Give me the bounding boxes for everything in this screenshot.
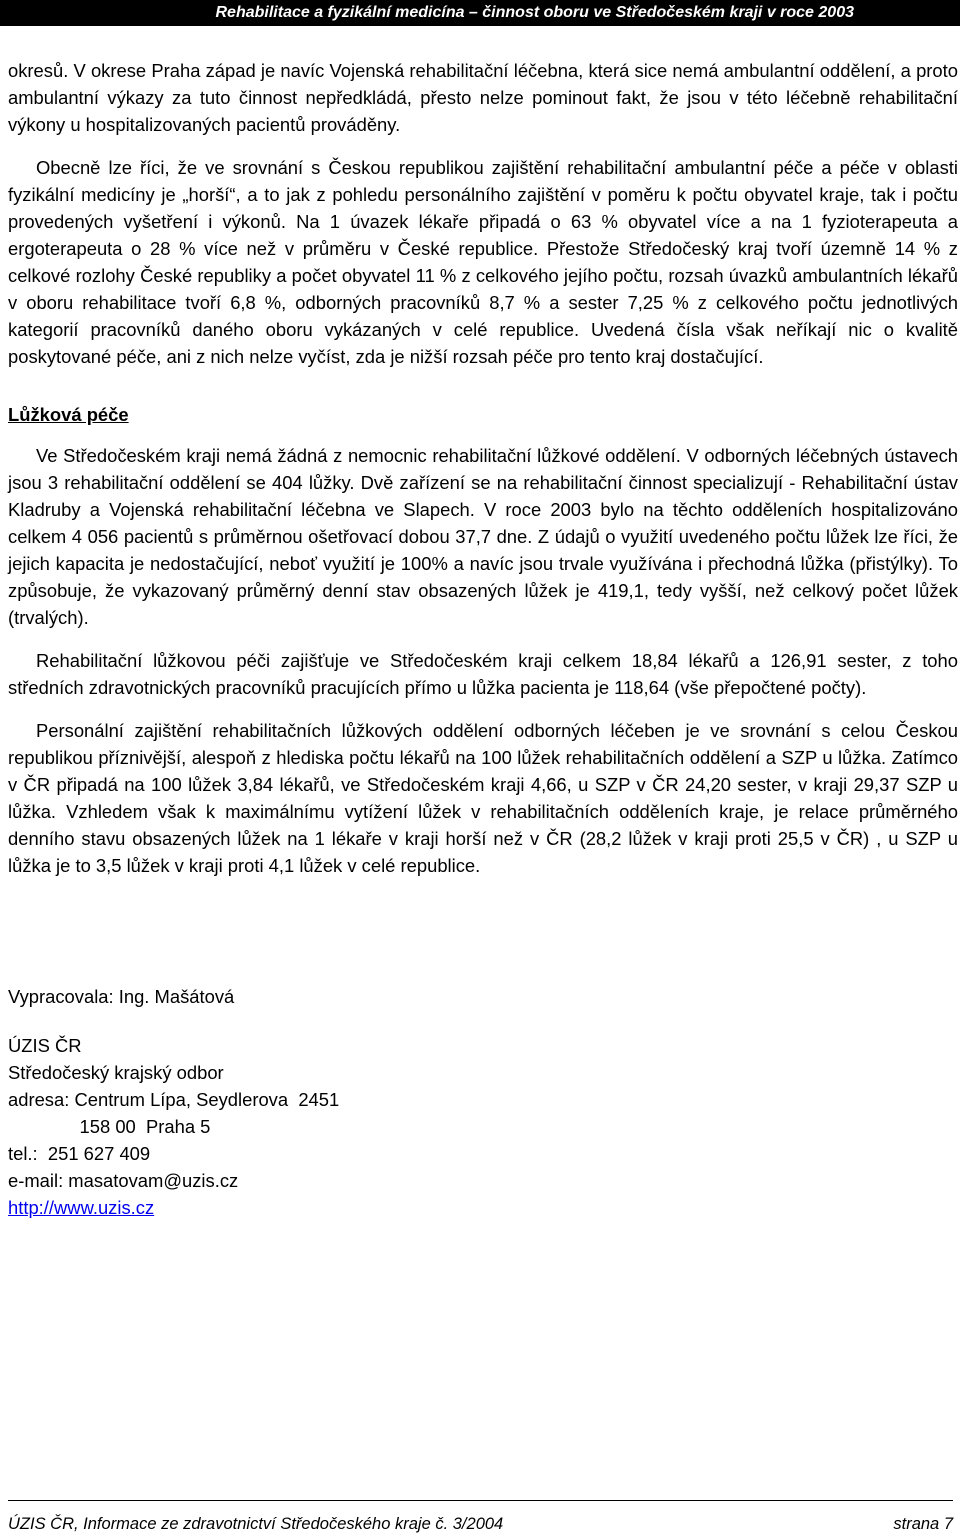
contact-address-line1: adresa: Centrum Lípa, Seydlerova 2451 xyxy=(8,1089,340,1110)
footer-page-number: strana 7 xyxy=(893,1515,953,1533)
website-link[interactable]: http://www.uzis.cz xyxy=(8,1197,155,1218)
paragraph-3: Ve Středočeském kraji nemá žádná z nemocnic rehabilitační lůžkové oddělení. V odborných léčebných ústavech jsou 3 rehabilitační oddělení se 404 lůžky. Dvě zařízení se na rehabilitační činnost specializují - Rehabilitační ústav Kladruby a Vojenská rehabilitační léčebna ve Slapech. V roce 2003 bylo na těchto odděleních hospitalizováno celkem 4 056 pacientů s průměrnou ošetřovací dobou 37,7 dne. Z údajů o využití uvedeného počtu lůžek lze říci, že jejich kapacita je nedostačující, neboť využití je 100% a navíc jsou trvale využívána i přechodná lůžka (přistýlky). To způsobuje, že vykazovaný průměrný denní stav obsazených lůžek je 419,1, tedy vyšší, než celkový počet lůžek (trvalých). xyxy=(8,445,958,628)
contact-phone: tel.: 251 627 409 xyxy=(8,1143,151,1164)
page-header xyxy=(0,0,960,26)
document-body xyxy=(8,57,958,1221)
paragraph-4: Rehabilitační lůžkovou péči zajišťuje ve Středočeském kraji celkem 18,84 lékařů a 126,91 sester, z toho středních zdravotnických pracovníků pracujících přímo u lůžka pacienta je 118,64 (vše přepočtené počty). xyxy=(8,650,958,698)
footer-publication: ÚZIS ČR, Informace ze zdravotnictví Středočeského kraje č. 3/2004 xyxy=(8,1515,504,1533)
section-heading-bed-care: Lůžková péče xyxy=(8,404,129,425)
header-title: Rehabilitace a fyzikální medicína – činnost oboru ve Středočeském kraji v roce 2003 xyxy=(215,4,854,21)
prepared-by: Vypracovala: Ing. Mašátová xyxy=(8,986,235,1007)
paragraph-2: Obecně lze říci, že ve srovnání s Českou republikou zajištění rehabilitační ambulantní péče a péče v oblasti fyzikální medicíny je „horší“, a to jak z pohledu personálního zajištění v poměru k počtu obyvatel kraje, tak i počtu provedených vyšetření i výkonů. Na 1 úvazek lékaře připadá o 63 % obyvatel více a na 1 fyzioterapeuta a ergoterapeuta o 28 % více než v průměru v České republice. Přestože Středočeský kraj tvoří územně 14 % z celkové rozlohy České republiky a počet obyvatel 11 % z celkového jejího počtu, rozsah úvazků ambulantních lékařů v oboru rehabilitace tvoří 6,8 %, odborných pracovníků 8,7 % a sester 7,25 % z celkového počtu jednotlivých kategorií pracovníků daného oboru vykázaných v celé republice. Uvedená čísla však neříkají nic o kvalitě poskytované péče, ani z nich nelze vyčíst, zda je nižší rozsah péče pro tento kraj dostačující. xyxy=(8,157,958,367)
contact-dept: Středočeský krajský odbor xyxy=(8,1062,224,1083)
page-footer xyxy=(8,1500,953,1534)
contact-org: ÚZIS ČR xyxy=(8,1035,82,1056)
contact-block xyxy=(8,983,958,1221)
paragraph-5: Personální zajištění rehabilitačních lůžkových oddělení odborných léčeben je ve srovnání s celou Českou republikou příznivější, alespoň z hlediska počtu lékařů na 100 lůžek rehabilitačních oddělení a SZP u lůžka. Zatímco v ČR připadá na 100 lůžek 3,84 lékařů, ve Středočeském kraji 4,66, u SZP v ČR 24,20 sester, v kraji 29,37 SZP u lůžka. Vzhledem však k maximálnímu vytížení lůžek v rehabilitačních odděleních kraje, je relace průměrného denního stavu obsazených lůžek na 1 lékaře v kraji horší než v ČR (28,2 lůžek v kraji proti 25,5 v ČR) , u SZP u lůžka je to 3,5 lůžek v kraji proti 4,1 lůžek v celé republice. xyxy=(8,720,958,876)
contact-address-line2: 158 00 Praha 5 xyxy=(8,1116,211,1137)
paragraph-1: okresů. V okrese Praha západ je navíc Vojenská rehabilitační léčebna, která sice nemá ambulantní oddělení, a proto ambulantní výkazy za tuto činnost nepředkládá, přesto nelze pominout fakt, že jsou v této léčebně rehabilitační výkony u hospitalizovaných pacientů prováděny. xyxy=(8,60,958,135)
contact-email: e-mail: masatovam@uzis.cz xyxy=(8,1170,239,1191)
